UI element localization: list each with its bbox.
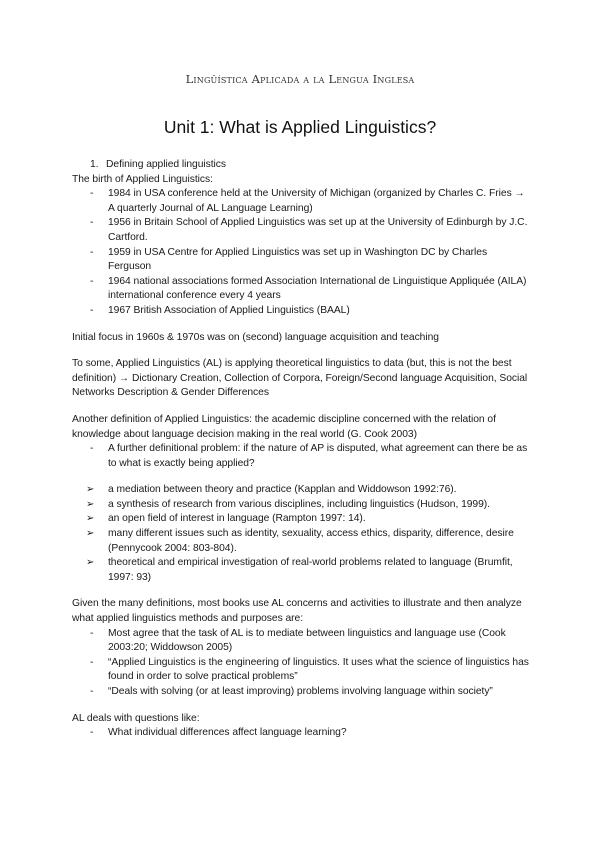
al-questions-list xyxy=(72,726,532,741)
list-item xyxy=(72,627,532,656)
list-item-text: 1984 in USA conference held at the University of Michigan (organized by Charles C. Fries → A quarterly Journal of AL Language Learning) xyxy=(108,188,525,214)
another-definition-paragraph: Another definition of Applied Linguistics: the academic discipline concerned with the relation of knowledge about language decision making in the real world (G. Cook 2003) xyxy=(72,413,496,440)
list-item-text: an open field of interest in language (Rampton 1997: 14). xyxy=(108,513,366,525)
list-item xyxy=(72,685,532,700)
dash-marker: - xyxy=(90,443,94,455)
dash-marker: - xyxy=(90,217,94,229)
list-number: 1. xyxy=(90,159,99,170)
list-item xyxy=(72,246,532,275)
dash-marker: - xyxy=(90,275,94,287)
initial-focus-paragraph: Initial focus in 1960s & 1970s was on (second) language acquisition and teaching xyxy=(72,331,439,343)
list-item xyxy=(72,726,532,741)
arrow-bullet-icon: ➢ xyxy=(86,557,95,569)
dash-marker: - xyxy=(90,686,94,697)
list-item xyxy=(72,304,532,319)
list-item xyxy=(72,512,532,527)
arrow-bullet-icon: ➢ xyxy=(86,498,95,510)
list-item xyxy=(72,656,532,685)
birth-list xyxy=(72,187,532,318)
dash-marker: - xyxy=(90,246,94,258)
document-body xyxy=(72,158,532,741)
list-item xyxy=(72,498,532,513)
list-item-text: “Applied Linguistics is the engineering of linguistics. It uses what the science of linguistics has found in order to solve practical problems” xyxy=(108,656,529,683)
list-item-text: Most agree that the task of AL is to mediate between linguistics and language use (Cook 2003:20; Widdowson 2005) xyxy=(108,627,506,654)
section-heading: Defining applied linguistics xyxy=(106,159,226,170)
page-header: Lingüística Aplicada a la Lengua Inglesa xyxy=(185,72,415,86)
list-item xyxy=(72,483,532,498)
list-item-text: A further definitional problem: if the nature of AP is disputed, what agreement can there be as to what is exactly being applied? xyxy=(108,443,528,469)
list-item-text: 1964 national associations formed Association International de Linguistique Appliquée (AILA) international conference every 4 years xyxy=(108,275,527,302)
list-item-text: “Deals with solving (or at least improving) problems involving language within society” xyxy=(108,686,493,697)
list-item-text: 1967 British Association of Applied Linguistics (BAAL) xyxy=(108,304,350,316)
list-item xyxy=(72,527,532,556)
list-item xyxy=(72,216,532,245)
definitions-arrow-list xyxy=(72,483,532,585)
list-item xyxy=(72,187,532,216)
al-deals-paragraph: AL deals with questions like: xyxy=(72,712,200,724)
list-item xyxy=(72,556,532,585)
birth-heading: The birth of Applied Linguistics: xyxy=(72,173,213,185)
given-list xyxy=(72,627,532,700)
arrow-bullet-icon: ➢ xyxy=(86,528,95,540)
list-item xyxy=(72,442,532,471)
dash-marker: - xyxy=(90,627,94,639)
given-paragraph: Given the many definitions, most books use AL concerns and activities to illustrate and then analyze what applied linguistics methods and purposes are: xyxy=(72,598,522,625)
list-item-text: 1959 in USA Centre for Applied Linguistics was set up in Washington DC by Charles Ferguson xyxy=(108,246,488,273)
list-item-text: many different issues such as identity, sexuality, access ethics, disparity, difference, desire (Pennycook 2004: 803-804). xyxy=(108,528,514,554)
list-item xyxy=(72,275,532,304)
list-item-text: a mediation between theory and practice (Kapplan and Widdowson 1992:76). xyxy=(108,484,457,496)
list-item-text: theoretical and empirical investigation of real-world problems related to language (Brumfit, 1997: 93) xyxy=(108,557,513,583)
arrow-bullet-icon: ➢ xyxy=(86,513,95,525)
list-item-text: 1956 in Britain School of Applied Linguistics was set up at the University of Edinburgh by J.C. Cartford. xyxy=(108,217,528,243)
dash-marker: - xyxy=(90,304,94,316)
arrow-bullet-icon: ➢ xyxy=(86,484,95,496)
dash-marker: - xyxy=(90,656,94,668)
page-title: Unit 1: What is Applied Linguistics? xyxy=(163,117,437,137)
dash-marker: - xyxy=(90,188,94,200)
dash-marker: - xyxy=(90,727,94,739)
list-item-text: a synthesis of research from various disciplines, including linguistics (Hudson, 1999). xyxy=(108,498,490,510)
list-item-text: What individual differences affect language learning? xyxy=(108,727,347,739)
to-some-paragraph: To some, Applied Linguistics (AL) is applying theoretical linguistics to data (but, this is not the best definition) → Dictionary Creation, Collection of Corpora, Foreign/Second language Acquisition, Social Networks Description & Gender Differences xyxy=(72,358,528,399)
numbered-heading xyxy=(72,158,532,173)
definition-problem-list xyxy=(72,442,532,471)
